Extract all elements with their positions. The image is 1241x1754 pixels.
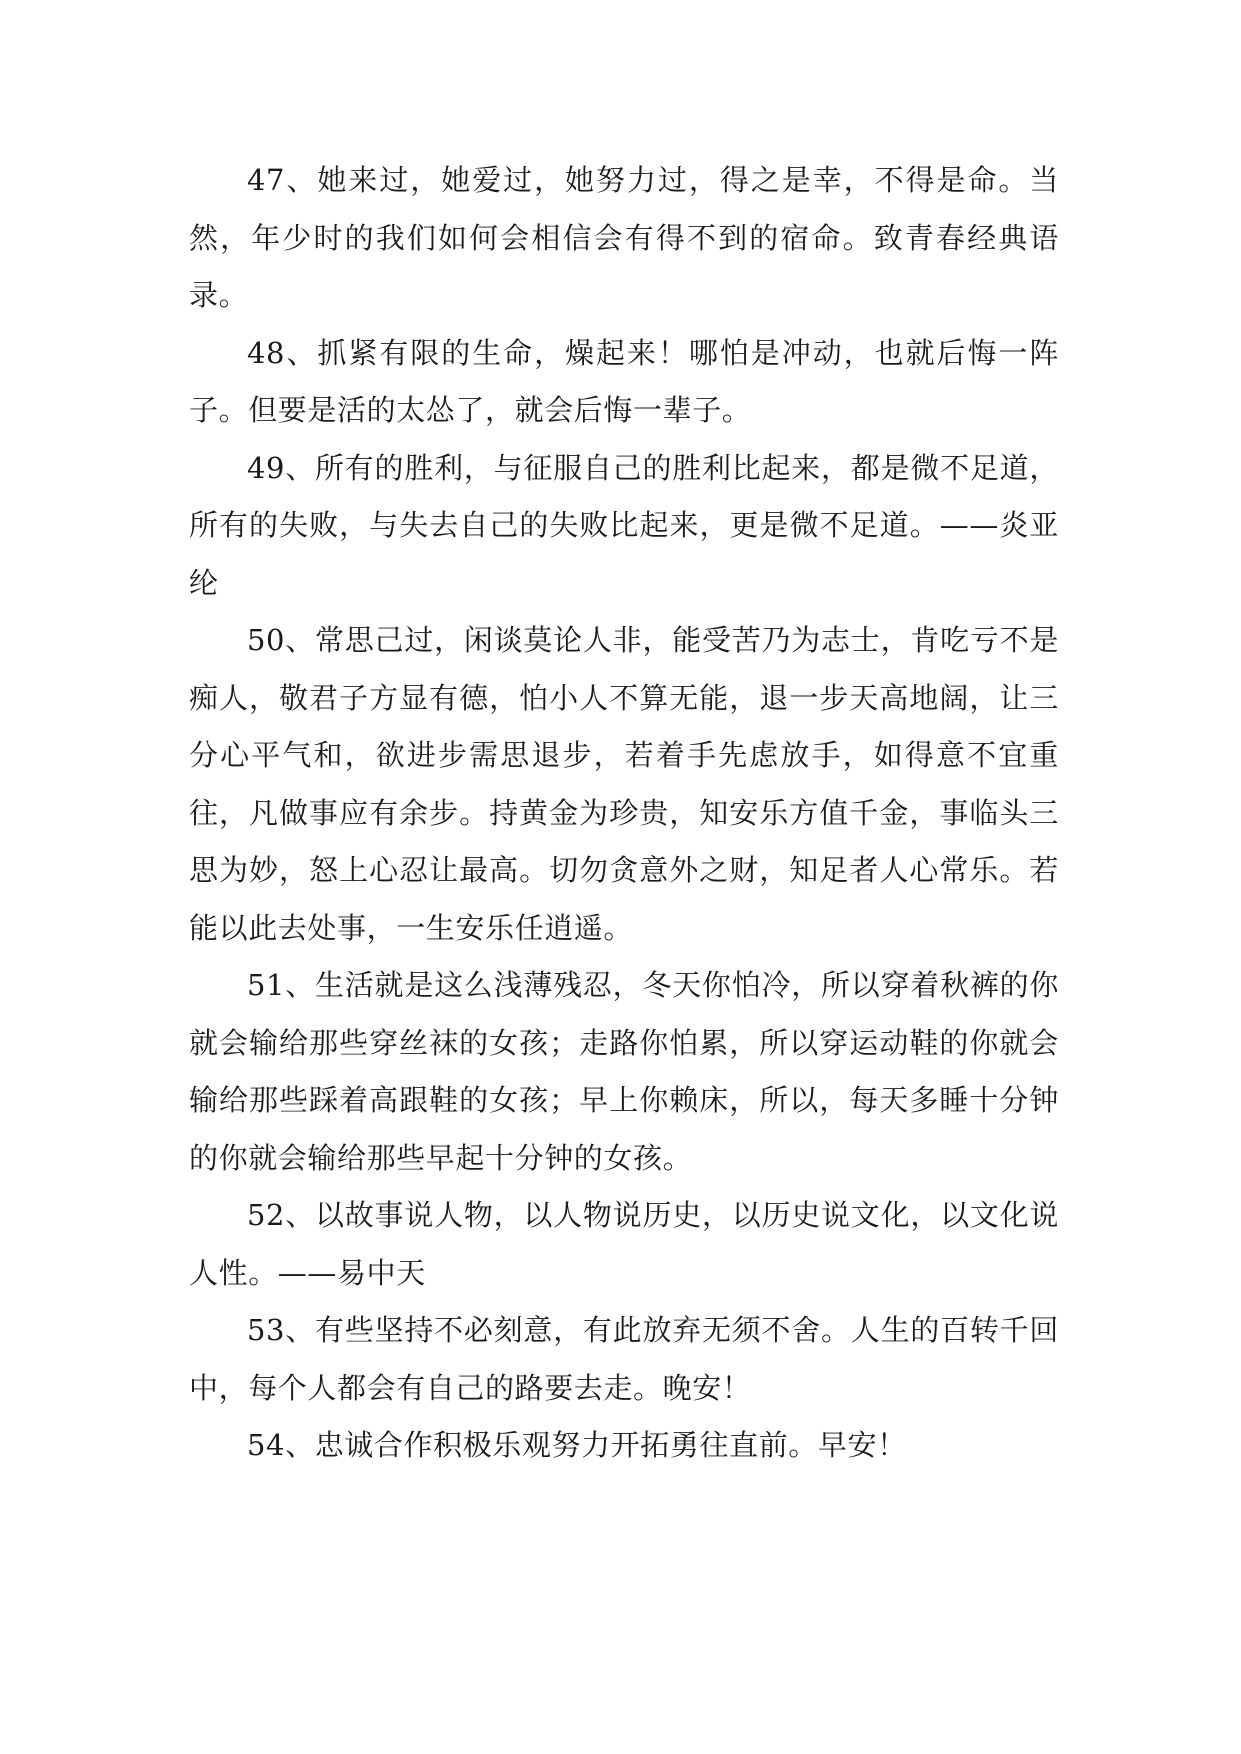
quote-paragraph-54: 54、忠诚合作积极乐观努力开拓勇往直前。早安！ bbox=[247, 1428, 907, 1462]
quote-paragraph-48: 48、抓紧有限的生命，燥起来！哪怕是冲动，也就后悔一阵子。但要是活的太怂了，就会后悔一辈子。 bbox=[189, 335, 1059, 427]
quote-paragraph-50: 50、常思己过，闲谈莫论人非，能受苦乃为志士，肯吃亏不是痴人，敬君子方显有德，怕小人不算无能，退一步天高地阔，让三分心平气和，欲进步需思退步，若着手先虑放手，如得意不宜重往，凡做事应有余步。持黄金为珍贵，知安乐方值千金，事临头三思为妙，怒上心忍让最高。切勿贪意外之财，知足者人心常乐。若能以此去处事，一生安乐任逍遥。 bbox=[189, 623, 1059, 945]
document-body bbox=[189, 152, 1059, 1475]
quote-paragraph-49: 49、所有的胜利，与征服自己的胜利比起来，都是微不足道，所有的失败，与失去自己的失败比起来，更是微不足道。——炎亚纶 bbox=[189, 450, 1059, 600]
quote-paragraph-53: 53、有些坚持不必刻意，有此放弃无须不舍。人生的百转千回中，每个人都会有自己的路要去走。晚安！ bbox=[189, 1313, 1059, 1405]
quote-paragraph-52: 52、以故事说人物，以人物说历史，以历史说文化，以文化说人性。——易中天 bbox=[189, 1198, 1059, 1290]
quote-paragraph-47: 47、她来过，她爱过，她努力过，得之是幸，不得是命。当然，年少时的我们如何会相信会有得不到的宿命。致青春经典语录。 bbox=[189, 163, 1059, 312]
quote-paragraph-51: 51、生活就是这么浅薄残忍，冬天你怕冷，所以穿着秋裤的你就会输给那些穿丝袜的女孩；走路你怕累，所以穿运动鞋的你就会输给那些踩着高跟鞋的女孩；早上你赖床，所以，每天多睡十分钟的你就会输给那些早起十分钟的女孩。 bbox=[189, 968, 1059, 1175]
